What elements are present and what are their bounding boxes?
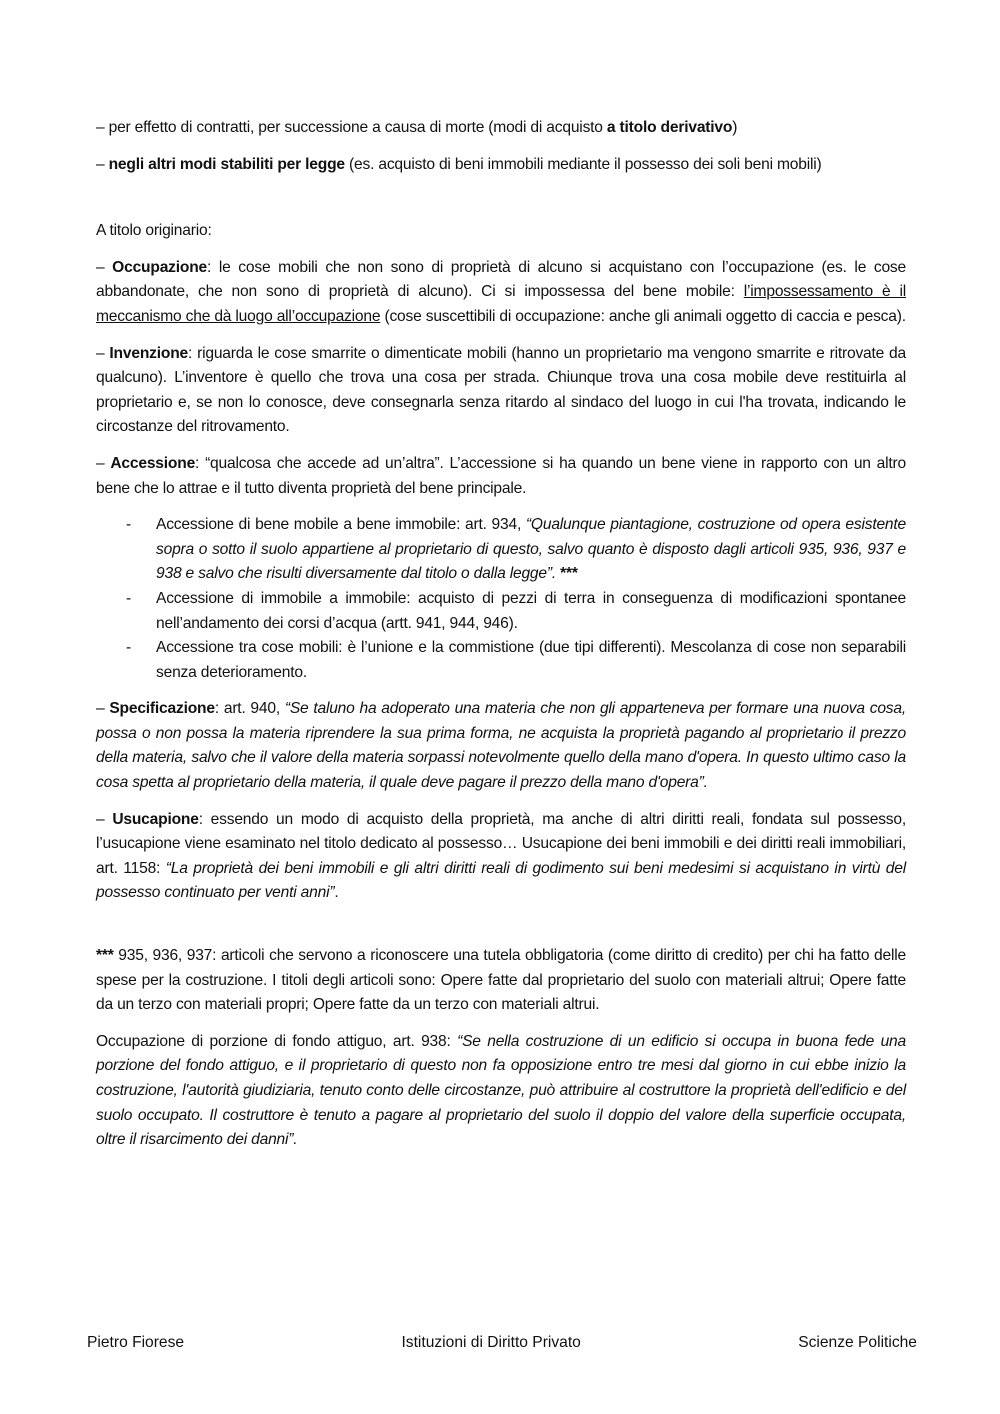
text: 935, 936, 937: articoli che servono a riconoscere una tutela obbligatoria (come diritto di credito) per chi ha fatto delle spese per la costruzione. I titoli degli articoli sono: Opere fatte dal proprietario del suolo con materiali altrui; Opere fatte da un terzo con materiali propri; Opere fatte da un terzo con materiali altrui.: [96, 947, 906, 1014]
dash: –: [96, 155, 109, 173]
term-occupazione: Occupazione: [112, 258, 208, 276]
text: : le cose mobili che non sono di proprietà di alcuno si acquistano con l’occupazione (es. le cose abbandonate, che non sono di proprietà di alcuno). Ci si impossessa del bene mobile:: [96, 258, 906, 301]
paragraph-usucapione: [96, 808, 906, 906]
text: : “qualcosa che accede ad un’altra”. L’accessione si ha quando un bene viene in rapporto con un altro bene che lo attrae e il tutto diventa proprietà del bene principale.: [96, 454, 906, 497]
dash: –: [96, 344, 110, 362]
footer-author: Pietro Fiorese: [87, 1334, 185, 1351]
spacer: [96, 189, 906, 219]
text: : riguarda le cose smarrite o dimenticate mobili (hanno un proprietario ma vengono smarrite e ritrovate da qualcuno). L’inventore è quello che trova una cosa per strada. Chiunque trova una cosa mobile deve restituirla al proprietario e, se non lo conosce, deve consegnarla senza ritardo al sindaco del luogo in cui l'ha trovata, indicando le circostanze del ritrovamento.: [96, 344, 906, 436]
text: : art. 940,: [214, 700, 285, 718]
bold-text: negli altri modi stabiliti per legge: [108, 155, 345, 173]
paragraph-porzione: [96, 1030, 906, 1153]
term-invenzione: Invenzione: [109, 344, 189, 362]
section-heading: A titolo originario:: [96, 222, 212, 240]
term-accessione: Accessione: [110, 454, 196, 472]
text: .: [334, 884, 339, 902]
list-item: [96, 636, 906, 685]
paragraph-invenzione: [96, 342, 906, 440]
list-item: [96, 587, 906, 636]
dash: –: [96, 810, 113, 828]
note-stars: ***: [556, 565, 578, 583]
page-footer: [87, 1334, 917, 1352]
dash: –: [96, 454, 111, 472]
document-body: [96, 116, 906, 1165]
italic-quote: “Qualunque piantagione, costruzione od opera esistente sopra o sotto il suolo appartiene al proprietario di questo, salvo quanto è disposto dagli articoli 935, 936, 937 e 938 e salvo che risulti diversamente dal titolo o dalla legge”.: [156, 516, 906, 583]
bold-text: a titolo derivativo: [606, 119, 733, 136]
spacer: [96, 918, 906, 944]
text: Accessione di immobile a immobile: acquisto di pezzi di terra in conseguenza di modificazioni spontanee nell’andamento dei corsi d’acqua (artt. 941, 944, 946).: [156, 589, 906, 632]
accessione-list: [96, 513, 906, 685]
text: : essendo un modo di acquisto della proprietà, ma anche di altri diritti reali, fondata sul possesso, l’usucapione viene esaminato nel titolo dedicato al possesso… Usucapione dei beni immobili e dei diritti reali immobiliari, art. 1158:: [96, 810, 907, 877]
paragraph-occupazione: [96, 256, 906, 330]
list-dash: -: [126, 589, 131, 607]
list-item: [96, 513, 906, 587]
footer-course: Istituzioni di Diritto Privato: [401, 1334, 581, 1351]
intro-line-derivativo: [96, 116, 906, 141]
text: Occupazione di porzione di fondo attiguo, art. 938:: [96, 1032, 458, 1050]
text: ): [732, 119, 738, 136]
text: Accessione di bene mobile a bene immobile: art. 934,: [156, 516, 526, 534]
intro-line-altri-modi: [96, 153, 906, 178]
list-dash: -: [126, 639, 131, 657]
underlined-text: l’impossessamento è il meccanismo che dà luogo all’occupazione: [96, 283, 906, 325]
footer-faculty: Scienze Politiche: [798, 1334, 917, 1351]
italic-quote: “La proprietà dei beni immobili e gli altri diritti reali di godimento sui beni medesimi si acquistano in virtù del possesso continuato per venti anni”: [96, 859, 906, 902]
term-usucapione: Usucapione: [112, 810, 199, 828]
paragraph-specificazione: [96, 697, 906, 795]
dash: –: [96, 700, 110, 718]
text: Accessione tra cose mobili: è l’unione e la commistione (due tipi differenti). Mescolanza di cose non separabili senza deterioramento.: [156, 639, 906, 681]
italic-quote: “Se taluno ha adoperato una materia che non gli apparteneva per formare una nuova cosa, possa o non possa la materia riprendere la sua prima forma, ne acquista la proprietà pagando al proprietario il prezzo della materia, salvo che il valore della materia sorpassi notevolmente quello della mano d'opera. In questo ultimo caso la cosa spetta al proprietario della materia, il quale deve pagare il prezzo della mano d'opera”.: [96, 700, 906, 792]
note-stars: ***: [96, 947, 114, 965]
dash: –: [96, 258, 113, 276]
italic-quote: “Se nella costruzione di un edificio si occupa in buona fede una porzione del fondo attiguo, e il proprietario di questo non fa opposizione entro tre mesi dal giorno in cui ebbe inizio la costruzione, l'autorità giudiziaria, tenuto conto delle circostanze, può attribuire al costruttore la proprietà dell'edificio e del suolo occupato. Il costruttore è tenuto a pagare al proprietario del suolo il doppio del valore della superficie occupata, oltre il risarcimento dei danni”.: [96, 1032, 906, 1149]
text: (cose suscettibili di occupazione: anche gli animali oggetto di caccia e pesca).: [380, 307, 906, 325]
term-specificazione: Specificazione: [109, 700, 215, 718]
text: (es. acquisto di beni immobili mediante il possesso dei soli beni mobili): [344, 155, 822, 173]
list-dash: -: [126, 516, 131, 534]
paragraph-note: [96, 944, 906, 1018]
paragraph-accessione: [96, 452, 906, 501]
text: – per effetto di contratti, per successione a causa di morte (modi di acquisto: [96, 119, 607, 136]
